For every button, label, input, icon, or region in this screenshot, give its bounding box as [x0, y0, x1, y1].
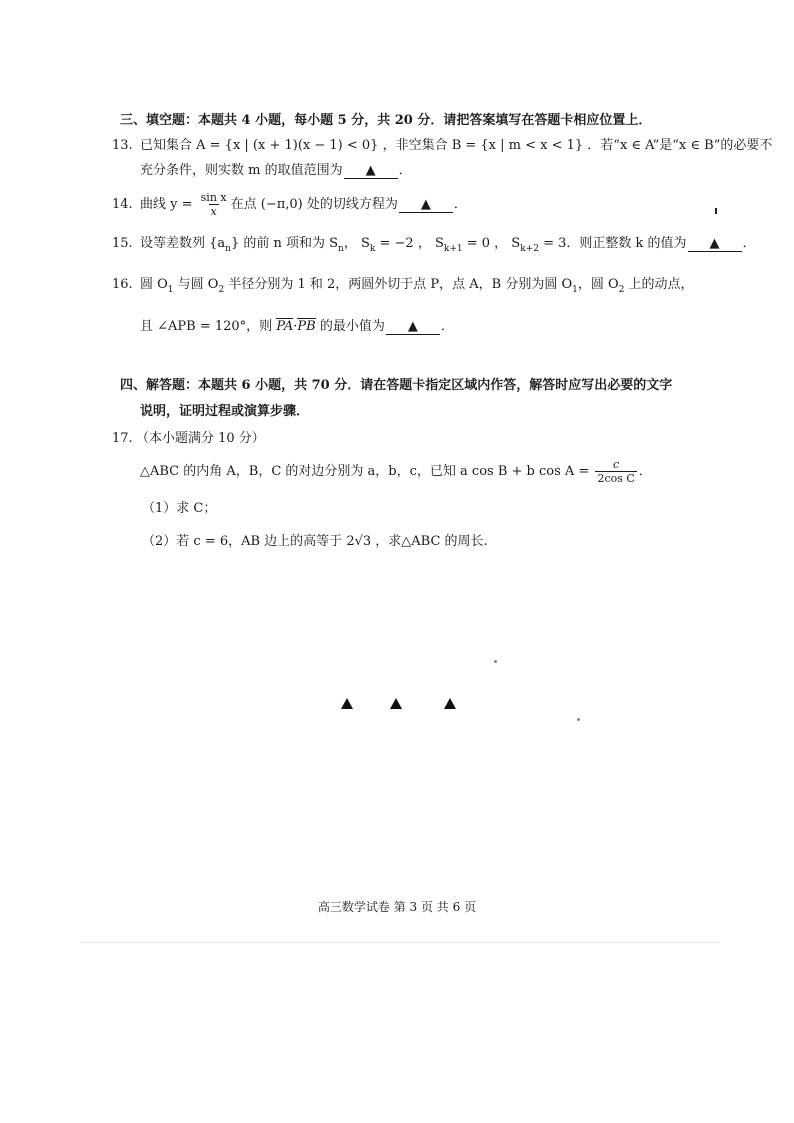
q13-line2-text: 充分条件，则实数 m 的取值范围为 [140, 163, 343, 178]
q16-part7: 的最小值为 [319, 319, 385, 334]
section3-heading: 三、填空题：本题共 4 小题，每小题 5 分，共 20 分．请把答案填写在答题卡相应位置上． [120, 113, 652, 128]
q14-frac-denominator: x [210, 205, 217, 218]
q15-part2: } 的前 n 项和为 S [230, 236, 339, 251]
end-marker-triangle-1 [341, 698, 353, 709]
q16-answer-blank [386, 320, 440, 335]
q15-part4: = −2 ， S [375, 236, 444, 251]
q13-line1: 已知集合 A = {x | (x + 1)(x − 1) < 0} ，非空集合 B = {x | m < x < 1} ．若“x ∈ A”是“x ∈ B”的必要不 [140, 138, 773, 153]
q15-part3: ， S [343, 236, 370, 251]
q16-part6: 且 ∠APB = 120°，则 [140, 319, 273, 334]
q14-number: 14. [112, 197, 133, 212]
q16-part3: 半径分别为 1 和 2，两圆外切于点 P，点 A，B 分别为圆 O [224, 277, 573, 292]
q17-stem-end: ． [638, 464, 652, 479]
q16-part4: ，圆 O [577, 277, 619, 292]
q16-blank-marker: ▲ [407, 319, 418, 334]
q14-frac-numerator: sin x [200, 191, 227, 204]
q17-score: （本小题满分 10 分） [136, 431, 265, 446]
q17-stem [140, 455, 652, 489]
q14-fraction [199, 191, 229, 218]
q17-stem-text: △ABC 的内角 A，B，C 的对边分别为 a，b，c，已知 a cos B + b cos A = [140, 464, 590, 479]
q14-text [140, 188, 467, 222]
scan-speck [577, 718, 580, 721]
q14-middle: 在点 (−π,0) 处的切线方程为 [230, 197, 398, 212]
section4-heading-line2: 说明，证明过程或演算步骤． [140, 404, 310, 419]
scan-speck [494, 660, 497, 663]
q16-part2: 与圆 O [173, 277, 219, 292]
q17-part2: （2）若 c = 6，AB 边上的高等于 2√3 ，求△ABC 的周长. [142, 534, 488, 549]
q17-fraction [595, 458, 636, 485]
q15-end: ． [742, 236, 756, 251]
q15-sub3: k [369, 244, 376, 254]
q15-blank-marker: ▲ [709, 236, 720, 251]
section4-heading-line1: 四、解答题：本题共 6 小题，共 70 分．请在答题卡指定区域内作答，解答时应写出必要的文字 [120, 378, 673, 393]
q15-answer-blank [688, 237, 742, 252]
end-marker-triangle-3 [444, 698, 456, 709]
q15-sub1: n [225, 244, 231, 254]
scan-speck [715, 208, 717, 214]
q15-sub4: k+1 [443, 244, 463, 254]
q15-text [140, 235, 756, 258]
page-footer: 高三数学试卷 第 3 页 共 6 页 [317, 900, 477, 914]
q16-part5: 上的动点， [624, 277, 694, 292]
q13-blank-marker: ▲ [365, 163, 376, 178]
q16-dot: · [293, 319, 298, 334]
q15-number: 15. [112, 236, 133, 251]
q17-number: 17. [112, 431, 133, 446]
q16-line2 [140, 318, 454, 336]
q16-vector-pb: PB [297, 319, 316, 334]
q16-vector-pa: PA [276, 319, 294, 334]
q13-answer-blank [344, 164, 398, 179]
q15-sub5: k+2 [520, 244, 539, 254]
q14-prefix: 曲线 y = [140, 197, 193, 212]
q15-part5: = 0 ， S [462, 236, 521, 251]
q17-part1: （1）求 C； [142, 501, 217, 516]
q15-part6: = 3．则正整数 k 的值为 [538, 236, 687, 251]
q14-blank-marker: ▲ [420, 197, 431, 212]
q16-sub4: 2 [618, 285, 625, 295]
q15-sub2: n [338, 244, 344, 254]
q16-line1 [140, 276, 694, 299]
q14-end: ． [453, 197, 467, 212]
q16-number: 16. [112, 277, 133, 292]
q17-frac-denominator: 2cos C [597, 472, 635, 485]
q16-sub1: 1 [167, 285, 174, 295]
q15-part1: 设等差数列 {a [140, 236, 226, 251]
q13-number: 13. [112, 138, 133, 153]
q16-sub2: 2 [218, 285, 225, 295]
q14-answer-blank [399, 198, 453, 213]
scan-edge-line [80, 942, 720, 943]
q16-part1: 圆 O [140, 277, 168, 292]
q16-end: ． [440, 319, 454, 334]
q17-frac-numerator: c [613, 458, 620, 471]
end-marker-triangle-2 [390, 698, 402, 709]
q13-end: ． [398, 163, 412, 178]
q13-line2 [140, 162, 412, 180]
q16-sub3: 1 [572, 285, 578, 295]
